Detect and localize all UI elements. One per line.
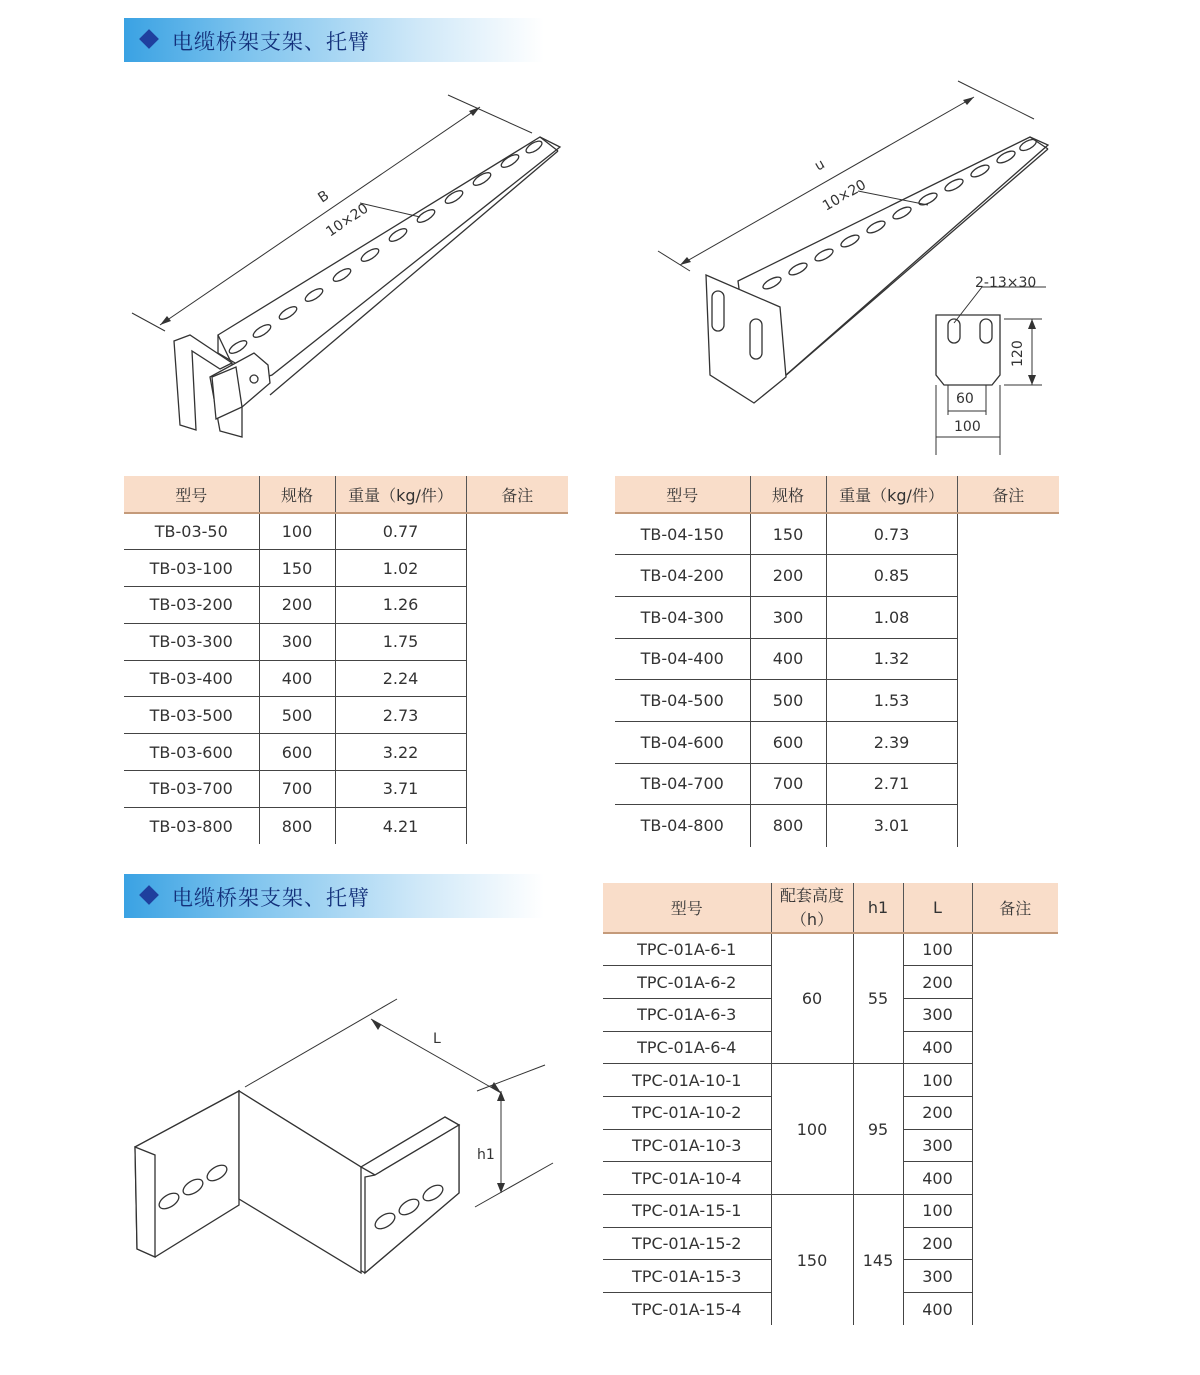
cell-weight: 3.71: [335, 771, 466, 808]
cell-spec: 500: [750, 680, 826, 722]
z-bracket-drawing: [125, 995, 565, 1280]
cell-spec: 700: [750, 763, 826, 805]
length-dimension-label: L: [433, 1031, 441, 1047]
cell-spec: 800: [259, 807, 335, 844]
cell-length: 400: [903, 1031, 972, 1064]
spec-table-tpc01a: [603, 883, 1058, 1325]
header-spec: 规格: [750, 476, 826, 513]
cell-height: 60: [771, 933, 853, 1064]
cell-spec: 700: [259, 771, 335, 808]
cell-model: TB-04-500: [615, 680, 750, 722]
cell-model: TPC-01A-10-2: [603, 1096, 771, 1129]
cell-model: TB-03-700: [124, 771, 259, 808]
cell-length: 100: [903, 1064, 972, 1097]
cell-model: TB-03-300: [124, 623, 259, 660]
hole-size-label: 2-13×30: [975, 275, 1037, 291]
section-banner-2: [124, 874, 544, 918]
cell-model: TB-03-100: [124, 550, 259, 587]
cell-length: 300: [903, 998, 972, 1031]
cell-model: TB-04-300: [615, 596, 750, 638]
dimension-b-label: B: [315, 187, 333, 207]
cell-h1: 95: [853, 1064, 903, 1195]
cell-weight: 1.02: [335, 550, 466, 587]
cell-model: TPC-01A-15-3: [603, 1260, 771, 1293]
cell-weight: 1.32: [826, 638, 957, 680]
cell-length: 200: [903, 966, 972, 999]
cell-model: TB-03-800: [124, 807, 259, 844]
cell-weight: 2.39: [826, 721, 957, 763]
cell-spec: 400: [259, 660, 335, 697]
cell-model: TB-04-150: [615, 513, 750, 555]
section-banner-1: [124, 18, 544, 62]
header-model: 型号: [124, 476, 259, 513]
cell-length: 100: [903, 933, 972, 966]
cell-spec: 600: [750, 721, 826, 763]
cell-weight: 0.85: [826, 555, 957, 597]
cell-weight: 1.08: [826, 596, 957, 638]
cell-weight: 1.75: [335, 623, 466, 660]
cell-h1: 55: [853, 933, 903, 1064]
cell-note: [957, 513, 1059, 847]
cell-length: 400: [903, 1293, 972, 1326]
height-h1-dimension-label: h1: [477, 1147, 495, 1163]
cell-model: TPC-01A-10-3: [603, 1129, 771, 1162]
cell-length: 300: [903, 1129, 972, 1162]
cell-model: TPC-01A-15-2: [603, 1227, 771, 1260]
cell-weight: 1.53: [826, 680, 957, 722]
cell-spec: 100: [259, 513, 335, 550]
header-weight: 重量（kg/件）: [335, 476, 466, 513]
dimension-u-label: u: [812, 156, 828, 175]
slot-size-label: 10×20: [820, 176, 870, 215]
cell-weight: 0.73: [826, 513, 957, 555]
cell-model: TB-03-50: [124, 513, 259, 550]
cell-model: TPC-01A-10-4: [603, 1162, 771, 1195]
cell-weight: 1.26: [335, 587, 466, 624]
section-title: 电缆桥架支架、托臂: [172, 886, 370, 910]
cell-weight: 3.22: [335, 734, 466, 771]
section-title: 电缆桥架支架、托臂: [172, 30, 370, 54]
cell-weight: 4.21: [335, 807, 466, 844]
cell-spec: 400: [750, 638, 826, 680]
cell-model: TB-04-400: [615, 638, 750, 680]
cell-spec: 150: [259, 550, 335, 587]
cell-height: 100: [771, 1064, 853, 1195]
cell-length: 200: [903, 1227, 972, 1260]
cell-note: [466, 513, 568, 844]
cell-model: TB-04-600: [615, 721, 750, 763]
height-dimension-label: 120: [1010, 340, 1026, 367]
cell-model: TPC-01A-6-3: [603, 998, 771, 1031]
cell-model: TB-04-800: [615, 805, 750, 847]
header-weight: 重量（kg/件）: [826, 476, 957, 513]
cell-model: TPC-01A-6-2: [603, 966, 771, 999]
cell-model: TPC-01A-6-1: [603, 933, 771, 966]
cell-model: TB-03-600: [124, 734, 259, 771]
cell-spec: 200: [259, 587, 335, 624]
cell-spec: 300: [259, 623, 335, 660]
cell-length: 300: [903, 1260, 972, 1293]
cell-model: TB-03-400: [124, 660, 259, 697]
header-note: 备注: [466, 476, 568, 513]
cell-weight: 2.73: [335, 697, 466, 734]
cell-length: 100: [903, 1195, 972, 1228]
cell-height: 150: [771, 1195, 853, 1326]
cell-length: 400: [903, 1162, 972, 1195]
outer-width-label: 100: [954, 419, 981, 435]
cell-length: 200: [903, 1096, 972, 1129]
cell-weight: 3.01: [826, 805, 957, 847]
table-row: [124, 513, 568, 550]
header-note: 备注: [957, 476, 1059, 513]
cell-model: TPC-01A-6-4: [603, 1031, 771, 1064]
table-row: [615, 513, 1059, 555]
cell-note: [972, 933, 1058, 1325]
cell-model: TB-03-200: [124, 587, 259, 624]
cell-model: TPC-01A-15-4: [603, 1293, 771, 1326]
diamond-bullet-icon: [139, 885, 159, 905]
cell-spec: 200: [750, 555, 826, 597]
cell-weight: 2.24: [335, 660, 466, 697]
bracket-drawing-tb03: [120, 85, 580, 445]
spec-table-tb04: [615, 476, 1059, 847]
cell-spec: 600: [259, 734, 335, 771]
spec-table-tb03: [124, 476, 568, 844]
header-model: 型号: [603, 883, 771, 933]
table-row: [603, 933, 1058, 966]
cell-model: TPC-01A-10-1: [603, 1064, 771, 1097]
cell-spec: 300: [750, 596, 826, 638]
header-matching-height: 配套高度（h）: [771, 883, 853, 933]
cell-weight: 0.77: [335, 513, 466, 550]
cell-weight: 2.71: [826, 763, 957, 805]
cell-model: TB-04-200: [615, 555, 750, 597]
cell-h1: 145: [853, 1195, 903, 1326]
header-spec: 规格: [259, 476, 335, 513]
header-length: L: [903, 883, 972, 933]
cell-model: TB-04-700: [615, 763, 750, 805]
inner-width-label: 60: [956, 391, 974, 407]
diamond-bullet-icon: [139, 29, 159, 49]
bracket-drawing-tb04: [650, 75, 1070, 460]
header-model: 型号: [615, 476, 750, 513]
header-note: 备注: [972, 883, 1058, 933]
cell-model: TPC-01A-15-1: [603, 1195, 771, 1228]
cell-spec: 150: [750, 513, 826, 555]
cell-spec: 800: [750, 805, 826, 847]
header-h1: h1: [853, 883, 903, 933]
cell-model: TB-03-500: [124, 697, 259, 734]
slot-size-label: 10×20: [323, 200, 372, 241]
cell-spec: 500: [259, 697, 335, 734]
